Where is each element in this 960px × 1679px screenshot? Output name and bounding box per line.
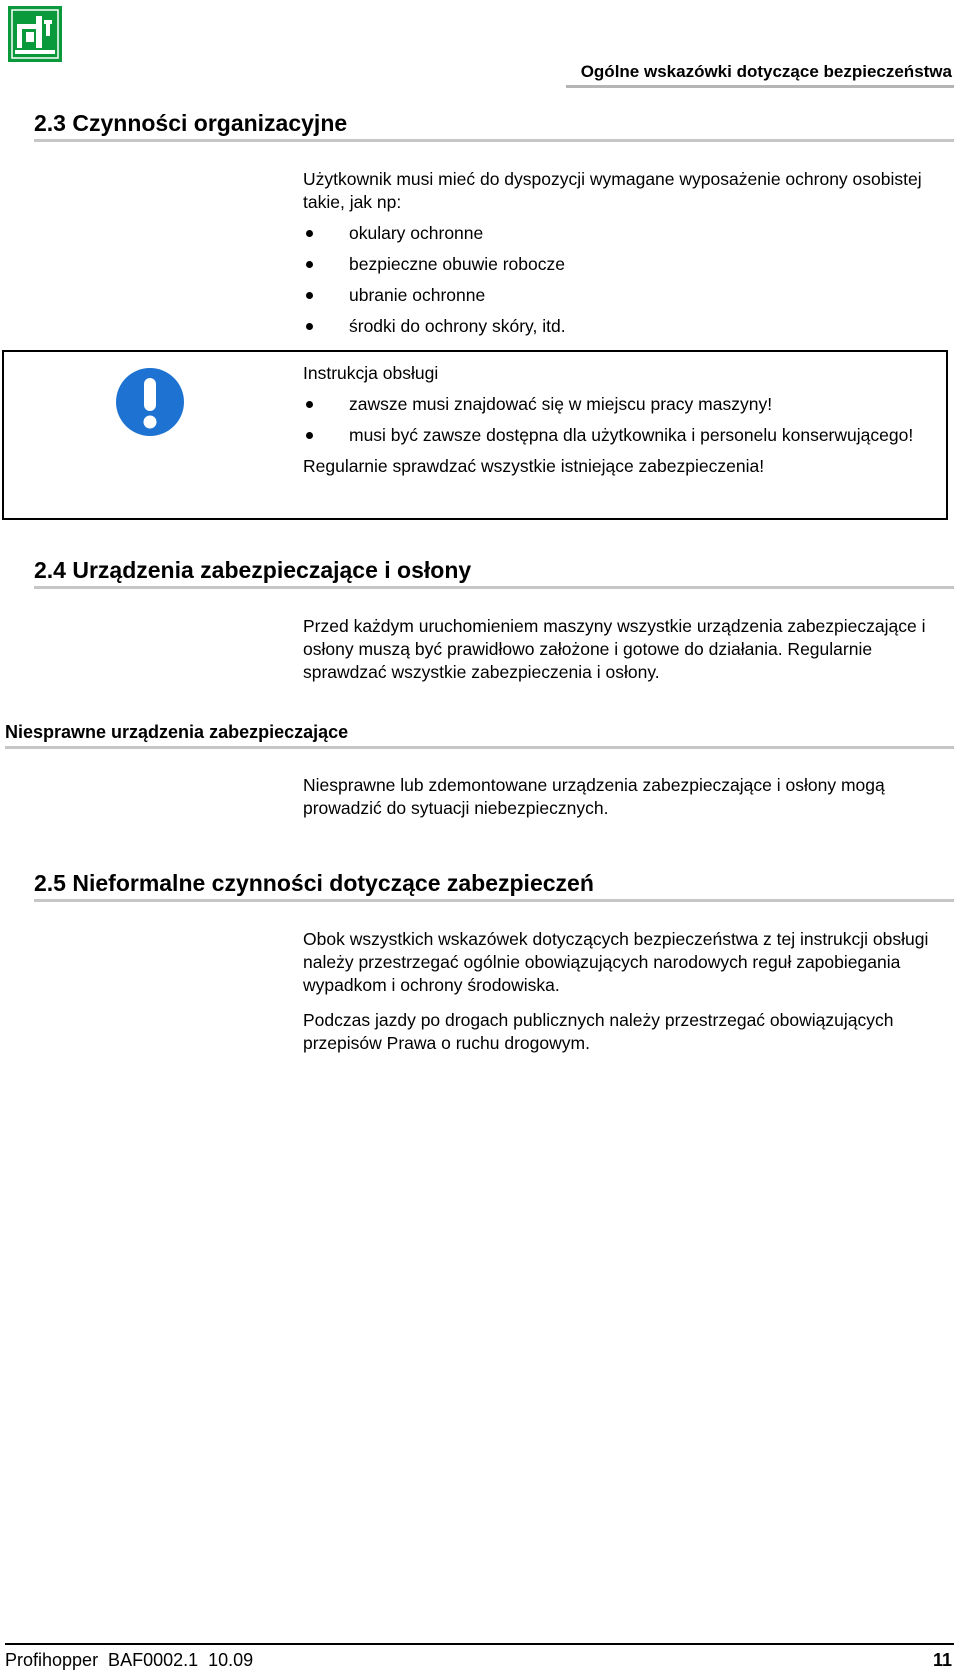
section-2-4-sub-body bbox=[303, 774, 948, 832]
list-item: ubranie ochronne bbox=[303, 284, 948, 307]
notice-closing: Regularnie sprawdzać wszystkie istniejące zabezpieczenia! bbox=[303, 456, 765, 476]
page-number: 11 bbox=[932, 1650, 952, 1670]
section-2-3-body bbox=[303, 168, 948, 346]
notice-list bbox=[303, 393, 948, 447]
ppe-intro: Użytkownik musi mieć do dyspozycji wymagane wyposażenie ochrony osobistej takie, jak np: bbox=[303, 169, 922, 212]
exclamation-icon bbox=[114, 366, 186, 438]
notice-title: Instrukcja obsługi bbox=[303, 363, 439, 383]
section-2-5-rule bbox=[34, 899, 954, 902]
list-item: okulary ochronne bbox=[303, 222, 948, 245]
section-2-5-paragraph: Obok wszystkich wskazówek dotyczących bezpieczeństwa z tej instrukcji obsługi należy przestrzegać ogólnie obowiązujących narodowych reguł zapobiegania wypadkom i ochrony środowiska. bbox=[303, 929, 929, 995]
list-item: musi być zawsze dostępna dla użytkownika i personelu konserwującego! bbox=[303, 424, 948, 447]
section-2-4-body bbox=[303, 615, 948, 696]
list-item: bezpieczne obuwie robocze bbox=[303, 253, 948, 276]
header-divider bbox=[566, 85, 954, 88]
section-2-5-heading: 2.5 Nieformalne czynności dotyczące zabezpieczeń bbox=[34, 870, 594, 896]
section-2-5-paragraph: Podczas jazdy po drogach publicznych należy przestrzegać obowiązujących przepisów Prawa o ruchu drogowym. bbox=[303, 1010, 894, 1053]
ppe-list bbox=[303, 222, 948, 338]
footer-doc-id: Profihopper BAF0002.1 10.09 bbox=[5, 1650, 254, 1670]
notice-body bbox=[303, 362, 948, 490]
section-2-4-rule bbox=[34, 586, 954, 589]
section-2-4-subheading: Niesprawne urządzenia zabezpieczające bbox=[5, 722, 349, 742]
footer-divider bbox=[5, 1643, 954, 1645]
section-2-5-body bbox=[303, 928, 948, 1067]
section-2-3-heading: 2.3 Czynności organizacyjne bbox=[34, 110, 348, 136]
section-2-4-paragraph: Przed każdym uruchomieniem maszyny wszystkie urządzenia zabezpieczające i osłony muszą być prawidłowo założone i gotowe do działania. Regularnie sprawdzać wszystkie zabezpieczenia i osłony. bbox=[303, 616, 926, 682]
header-title: Ogólne wskazówki dotyczące bezpieczeństwa bbox=[580, 62, 952, 81]
amazone-logo-icon bbox=[8, 6, 62, 62]
subheading-rule bbox=[5, 746, 954, 749]
section-2-4-heading: 2.4 Urządzenia zabezpieczające i osłony bbox=[34, 557, 472, 583]
section-2-4-sub-paragraph: Niesprawne lub zdemontowane urządzenia zabezpieczające i osłony mogą prowadzić do sytuacji niebezpiecznych. bbox=[303, 775, 885, 818]
section-2-3-rule bbox=[34, 139, 954, 142]
list-item: zawsze musi znajdować się w miejscu pracy maszyny! bbox=[303, 393, 948, 416]
list-item: środki do ochrony skóry, itd. bbox=[303, 315, 948, 338]
